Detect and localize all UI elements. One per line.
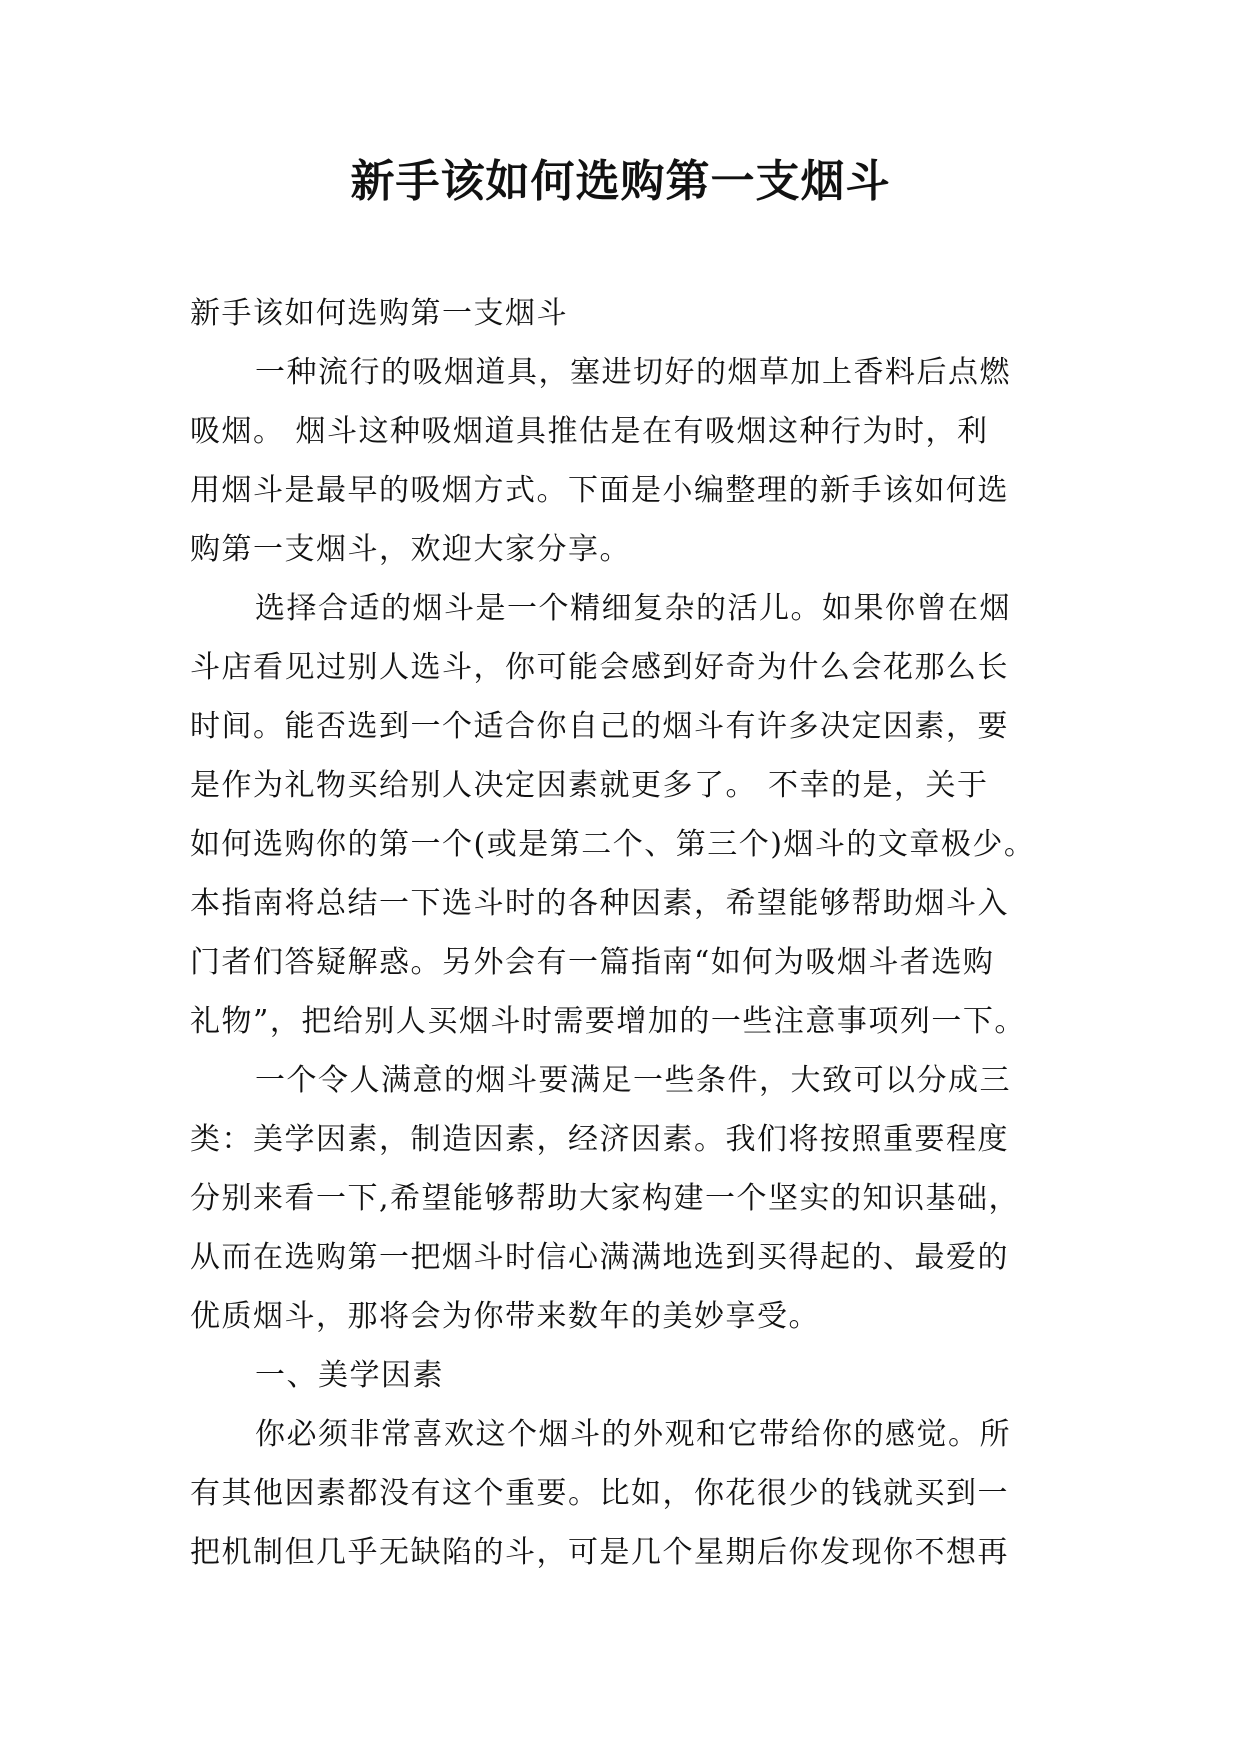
text-line: 礼物”，把给别人买烟斗时需要增加的一些注意事项列一下。 (190, 1004, 1026, 1039)
text-line: 是作为礼物买给别人决定因素就更多了。 不幸的是，关于 (190, 768, 989, 803)
document-title: 新手该如何选购第一支烟斗 (350, 156, 891, 207)
text-line: 从而在选购第一把烟斗时信心满满地选到买得起的、最爱的 (190, 1240, 1009, 1275)
text-line: 类：美学因素，制造因素，经济因素。我们将按照重要程度 (190, 1122, 1009, 1157)
text-line: 优质烟斗，那将会为你带来数年的美妙享受。 (190, 1299, 820, 1334)
text-line: 本指南将总结一下选斗时的各种因素，希望能够帮助烟斗入 (190, 886, 1009, 921)
text-line: 时间。能否选到一个适合你自己的烟斗有许多决定因素，要 (190, 709, 1009, 744)
text-line: 购第一支烟斗，欢迎大家分享。 (190, 532, 631, 567)
text-line: 新手该如何选购第一支烟斗 (190, 296, 568, 331)
document-body (190, 284, 1052, 1582)
text-line: 门者们答疑解惑。另外会有一篇指南“如何为吸烟斗者选购 (190, 945, 995, 980)
text-line: 分别来看一下,希望能够帮助大家构建一个坚实的知识基础， (190, 1181, 1021, 1216)
text-line: 斗店看见过别人选斗，你可能会感到好奇为什么会花那么长 (190, 650, 1009, 685)
text-line: 一个令人满意的烟斗要满足一些条件，大致可以分成三 (255, 1063, 1011, 1098)
text-line: 吸烟。 烟斗这种吸烟道具推估是在有吸烟这种行为时，利 (190, 414, 989, 449)
text-line: 一、美学因素 (255, 1358, 444, 1393)
text-line: 有其他因素都没有这个重要。比如，你花很少的钱就买到一 (190, 1476, 1009, 1511)
text-line: 一种流行的吸烟道具，塞进切好的烟草加上香料后点燃 (255, 355, 1011, 390)
text-line: 你必须非常喜欢这个烟斗的外观和它带给你的感觉。所 (255, 1417, 1011, 1452)
text-line: 如何选购你的第一个(或是第二个、第三个)烟斗的文章极少。 (190, 827, 1036, 862)
text-line: 选择合适的烟斗是一个精细复杂的活儿。如果你曾在烟 (255, 591, 1011, 626)
text-line: 把机制但几乎无缺陷的斗，可是几个星期后你发现你不想再 (190, 1535, 1009, 1570)
text-line: 用烟斗是最早的吸烟方式。下面是小编整理的新手该如何选 (190, 473, 1009, 508)
